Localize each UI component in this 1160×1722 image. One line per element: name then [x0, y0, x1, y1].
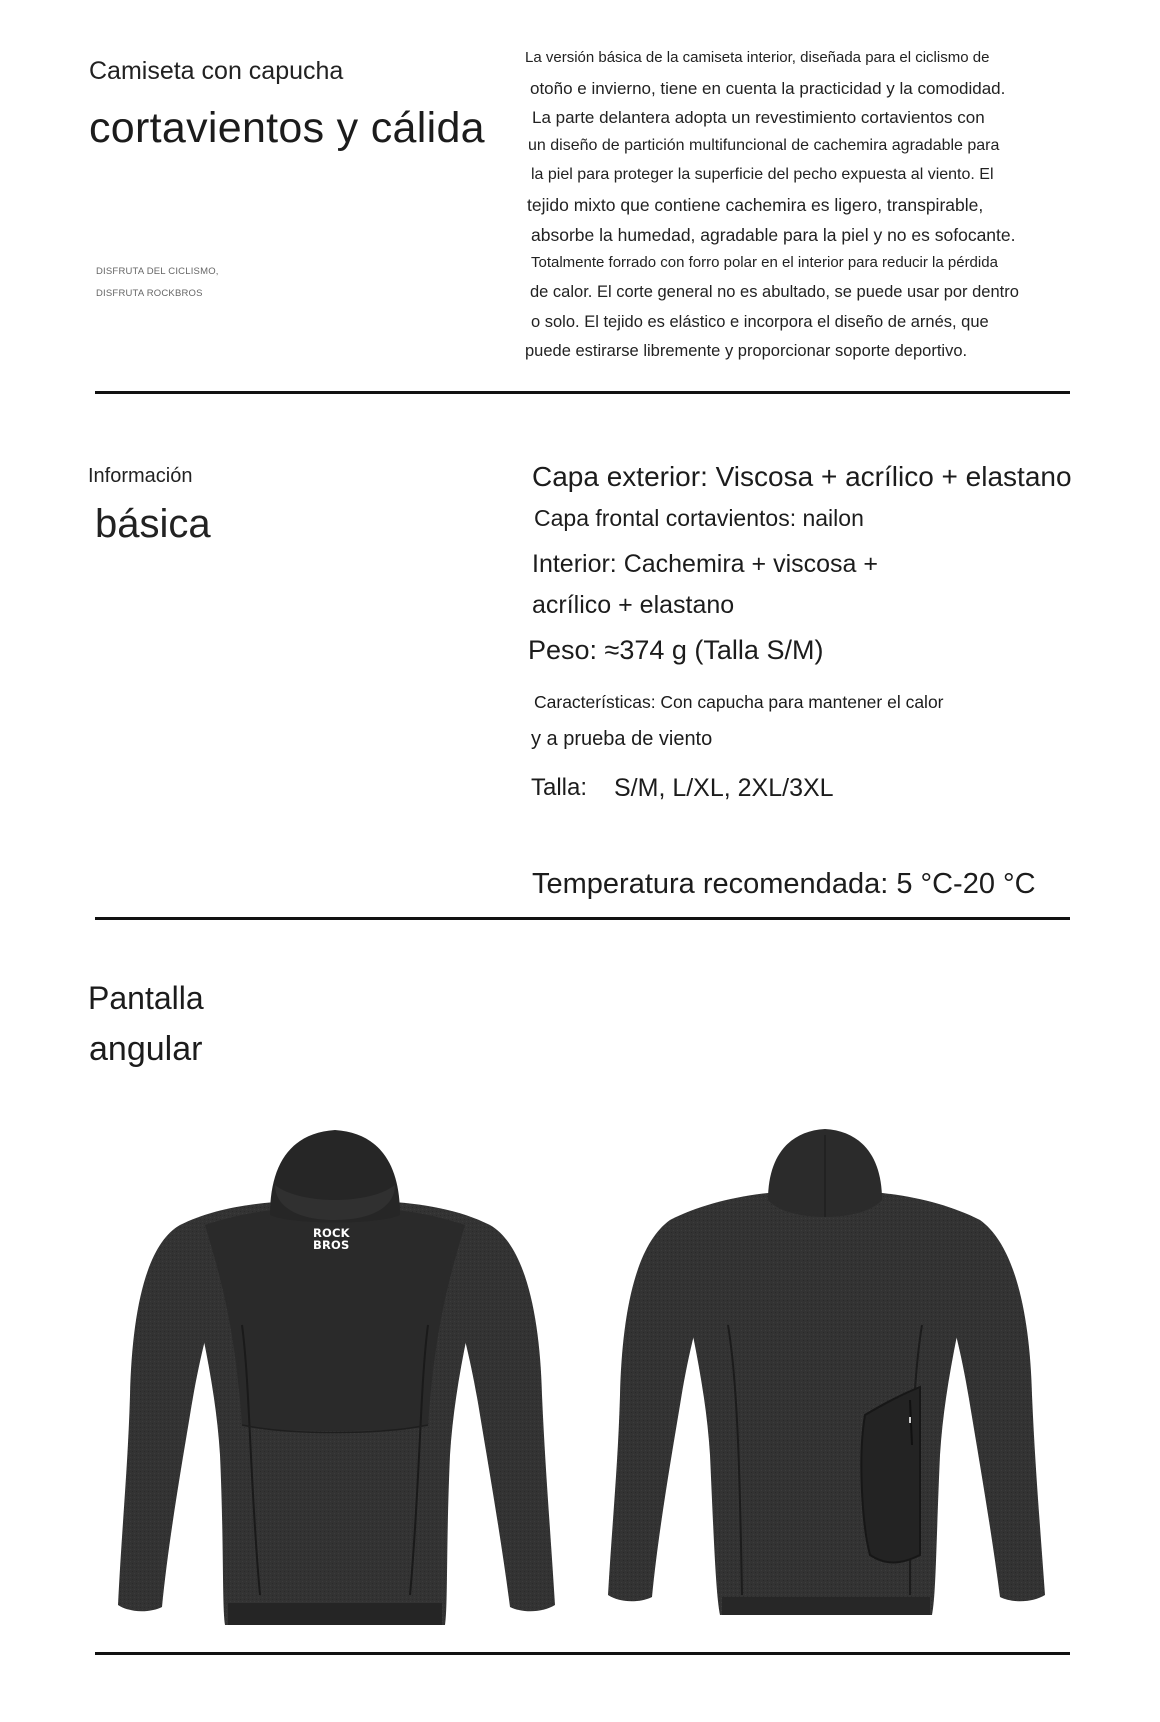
angle-view-title-line-1: Pantalla — [88, 980, 204, 1016]
description-line: puede estirarse libremente y proporcionar soporte deportivo. — [525, 342, 968, 360]
slogan-line-2: DISFRUTA ROCKBROS — [96, 288, 203, 299]
section-divider — [95, 917, 1070, 920]
spec-size-values: S/M, L/XL, 2XL/3XL — [614, 774, 834, 802]
spec-weight: Peso: ≈374 g (Talla S/M) — [528, 635, 824, 665]
product-title: cortavientos y cálida — [89, 104, 485, 152]
spec-features-line-2: y a prueba de viento — [531, 728, 713, 750]
spec-interior-line-1: Interior: Cachemira + viscosa + — [532, 550, 878, 578]
spec-features-line-1: Características: Con capucha para mantener el calor — [534, 692, 944, 712]
front-view-image — [110, 1125, 560, 1635]
description-line: otoño e invierno, tiene en cuenta la practicidad y la comodidad. — [530, 79, 1006, 98]
description-line: un diseño de partición multifuncional de cachemira agradable para — [528, 137, 1000, 154]
section-divider — [95, 1652, 1070, 1655]
description-line: La parte delantera adopta un revestimiento cortavientos con — [532, 108, 985, 127]
spec-size-label: Talla: — [531, 774, 588, 801]
spec-outer-layer: Capa exterior: Viscosa + acrílico + elastano — [532, 461, 1072, 492]
hooded-shirt-back-icon — [600, 1125, 1050, 1635]
brand-logo-front — [313, 1227, 350, 1251]
brand-logo-line-2: BROS — [313, 1238, 350, 1252]
spec-interior-line-2: acrílico + elastano — [532, 591, 735, 619]
basic-info-title: básica — [95, 502, 211, 546]
basic-info-subtitle: Información — [88, 465, 193, 487]
product-subtitle: Camiseta con capucha — [89, 57, 344, 85]
angle-view-title-line-2: angular — [89, 1030, 203, 1068]
description-line: tejido mixto que contiene cachemira es ligero, transpirable, — [527, 195, 984, 215]
description-line: la piel para proteger la superficie del pecho expuesta al viento. El — [531, 166, 994, 183]
hooded-shirt-front-icon — [110, 1125, 560, 1635]
description-line: Totalmente forrado con forro polar en el interior para reducir la pérdida — [531, 254, 998, 271]
description-line: de calor. El corte general no es abultado, se puede usar por dentro — [530, 283, 1019, 301]
section-divider — [95, 391, 1070, 394]
description-line: La versión básica de la camiseta interior, diseñada para el ciclismo de — [525, 49, 990, 66]
slogan-line-1: DISFRUTA DEL CICLISMO, — [96, 266, 219, 277]
back-view-image — [600, 1125, 1050, 1635]
spec-front-layer: Capa frontal cortavientos: nailon — [534, 505, 864, 531]
description-line: o solo. El tejido es elástico e incorpora el diseño de arnés, que — [531, 313, 989, 331]
spec-temperature: Temperatura recomendada: 5 °C-20 °C — [532, 868, 1036, 900]
brand-logo-line-1: ROCK — [313, 1226, 350, 1240]
description-line: absorbe la humedad, agradable para la piel y no es sofocante. — [531, 225, 1016, 245]
